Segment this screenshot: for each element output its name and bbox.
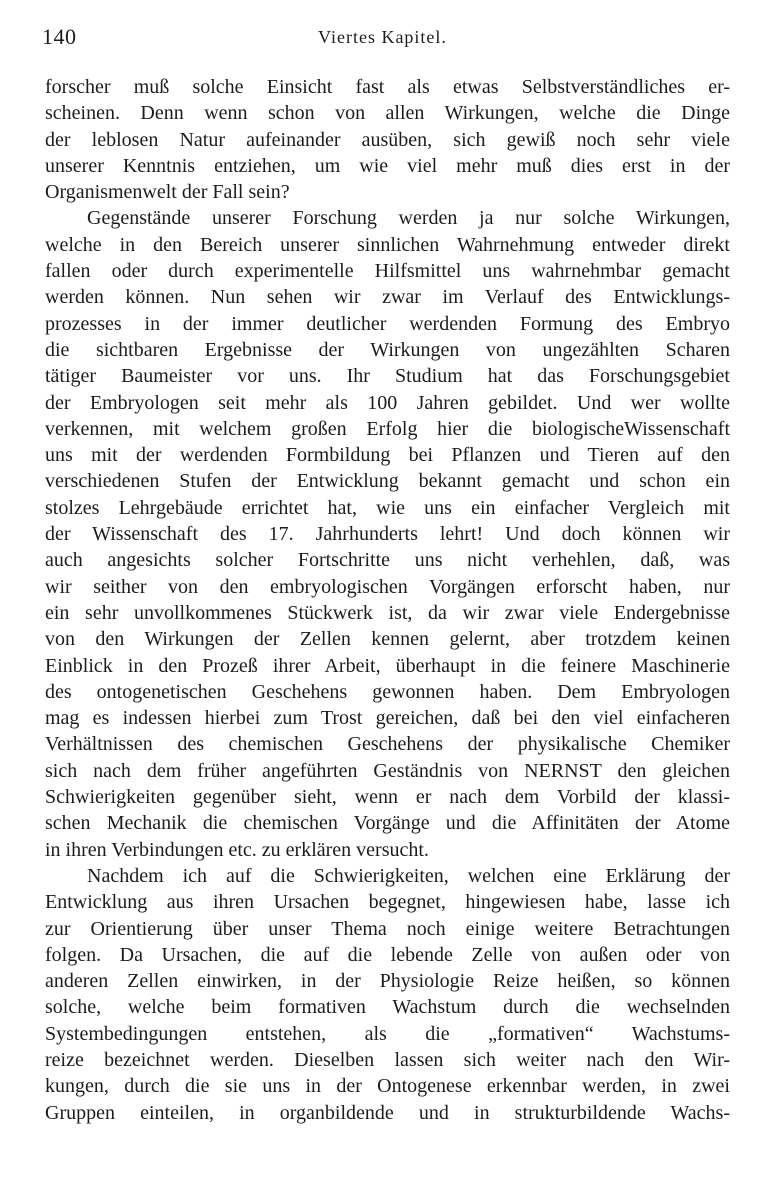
text-line: werden können. Nun sehen wir zwar im Verlauf des Entwicklungs- bbox=[45, 286, 730, 309]
text-line: Verhältnissen des chemischen Geschehens der physikalische Chemiker bbox=[45, 733, 730, 756]
text-line: verkennen, mit welchem großen Erfolg hier die biologischeWissenschaft bbox=[45, 417, 730, 440]
text-line: Organismenwelt der Fall sein? bbox=[45, 181, 290, 204]
text-line: uns mit der werdenden Formbildung bei Pflanzen und Tieren auf den bbox=[45, 444, 730, 467]
text-line: Gruppen einteilen, in organbildende und in strukturbildende Wachs- bbox=[45, 1101, 730, 1124]
text-line: folgen. Da Ursachen, die auf die lebende Zelle von außen oder von bbox=[45, 943, 730, 966]
text-line: tätiger Baumeister vor uns. Ihr Studium hat das Forschungsgebiet bbox=[45, 365, 730, 388]
text-line: des ontogenetischen Geschehens gewonnen haben. Dem Embryologen bbox=[45, 680, 730, 703]
text-line: schen Mechanik die chemischen Vorgänge und die Affinitäten der Atome bbox=[45, 812, 730, 835]
text-line: die sichtbaren Ergebnisse der Wirkungen von ungezählten Scharen bbox=[45, 338, 730, 361]
text-line: Schwierigkeiten gegenüber sieht, wenn er nach dem Vorbild der klassi- bbox=[45, 786, 730, 809]
text-line: prozesses in der immer deutlicher werdenden Formung des Embryo bbox=[45, 312, 730, 335]
paragraph-1 bbox=[45, 74, 730, 205]
text-line: in ihren Verbindungen etc. zu erklären versucht. bbox=[45, 838, 429, 861]
text-line: sich nach dem früher angeführten Geständnis von NERNST den gleichen bbox=[45, 759, 730, 782]
text-line: verschiedenen Stufen der Entwicklung bekannt gemacht und schon ein bbox=[45, 470, 730, 493]
text-line: Gegenstände unserer Forschung werden ja nur solche Wirkungen, bbox=[87, 207, 730, 230]
text-line: Einblick in den Prozeß ihrer Arbeit, überhaupt in die feinere Maschinerie bbox=[45, 654, 730, 677]
text-line: der Wissenschaft des 17. Jahrhunderts lehrt! Und doch können wir bbox=[45, 523, 730, 546]
text-line: zur Orientierung über unser Thema noch einige weitere Betrachtungen bbox=[45, 917, 730, 940]
page-number: 140 bbox=[42, 24, 77, 49]
text-line: welche in den Bereich unserer sinnlichen Wahrnehmung entweder direkt bbox=[45, 233, 730, 256]
text-line: der Embryologen seit mehr als 100 Jahren gebildet. Und wer wollte bbox=[45, 391, 730, 414]
text-line: stolzes Lehrgebäude errichtet hat, wie uns ein einfacher Vergleich mit bbox=[45, 496, 730, 519]
text-line: ein sehr unvollkommenes Stückwerk ist, da wir zwar viele Endergebnisse bbox=[45, 601, 730, 624]
text-line: solche, welche beim formativen Wachstum durch die wechselnden bbox=[45, 996, 730, 1019]
text-line: scheinen. Denn wenn schon von allen Wirkungen, welche die Dinge bbox=[45, 102, 730, 125]
paragraph-3 bbox=[45, 863, 730, 1126]
text-line: von den Wirkungen der Zellen kennen gelernt, aber trotzdem keinen bbox=[45, 628, 730, 651]
text-line: Entwicklung aus ihren Ursachen begegnet, hingewiesen habe, lasse ich bbox=[45, 891, 730, 914]
text-line: forscher muß solche Einsicht fast als etwas Selbstverständliches er- bbox=[45, 76, 730, 98]
running-head: Viertes Kapitel. bbox=[318, 27, 447, 47]
body-text bbox=[45, 74, 730, 1126]
text-line: mag es indessen hierbei zum Trost gereichen, daß bei den viel einfacheren bbox=[45, 707, 730, 730]
text-line: der leblosen Natur aufeinander ausüben, sich gewiß noch sehr viele bbox=[45, 128, 730, 151]
text-line: unserer Kenntnis entziehen, um wie viel mehr muß dies erst in der bbox=[45, 154, 730, 177]
text-line: kungen, durch die sie uns in der Ontogenese erkennbar werden, in zwei bbox=[45, 1075, 730, 1098]
text-line: wir seither von den embryologischen Vorgängen erforscht haben, nur bbox=[45, 575, 730, 598]
text-line: reize bezeichnet werden. Dieselben lassen sich weiter nach den Wir- bbox=[45, 1048, 730, 1071]
text-line: Nachdem ich auf die Schwierigkeiten, welchen eine Erklärung der bbox=[87, 864, 730, 887]
text-line: Systembedingungen entstehen, als die „formativen“ Wachstums- bbox=[45, 1022, 730, 1045]
paragraph-2 bbox=[45, 205, 730, 862]
text-line: auch angesichts solcher Fortschritte uns nicht verhehlen, daß, was bbox=[45, 549, 730, 572]
text-line: anderen Zellen einwirken, in der Physiologie Reize heißen, so können bbox=[45, 970, 730, 993]
text-line: fallen oder durch experimentelle Hilfsmittel uns wahrnehmbar gemacht bbox=[45, 260, 730, 283]
